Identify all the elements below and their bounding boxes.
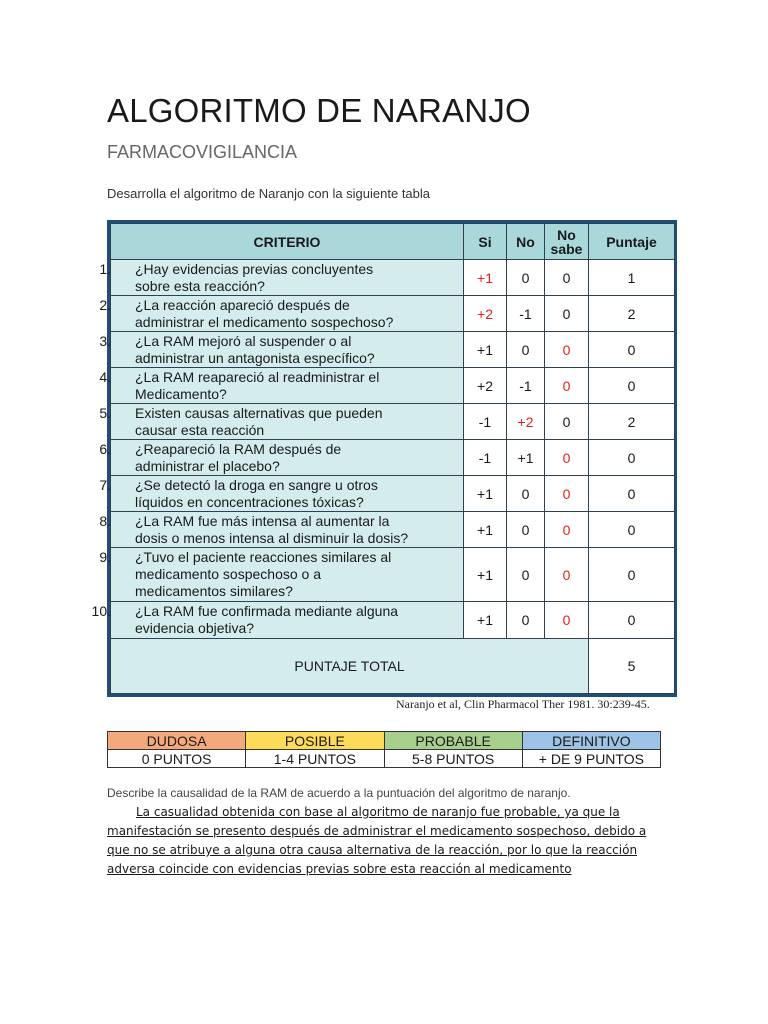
scale-definitivo: DEFINITIVO bbox=[522, 732, 660, 750]
scale-points: + DE 9 PUNTOS bbox=[522, 750, 660, 768]
criterion-number: 7. bbox=[99, 476, 111, 493]
criterion-line: sobre esta reacción? bbox=[135, 277, 265, 294]
nosabe-value: 0 bbox=[545, 296, 589, 332]
si-value: +1 bbox=[464, 332, 507, 368]
answer-line: adversa coincide con evidencias previas sobre esta reacción al medicamento bbox=[107, 862, 572, 876]
no-value: 0 bbox=[507, 512, 545, 548]
criterion-cell bbox=[99, 368, 464, 404]
puntaje-value: 0 bbox=[589, 548, 675, 602]
total-score: 5 bbox=[589, 639, 675, 694]
scale-dudosa: DUDOSA bbox=[108, 732, 246, 750]
si-value: +1 bbox=[464, 512, 507, 548]
no-value: 0 bbox=[507, 332, 545, 368]
causality-scale-table bbox=[107, 731, 661, 768]
criterion-cell bbox=[91, 602, 464, 639]
criterion-line: medicamentos similares? bbox=[135, 583, 293, 599]
criterion-cell bbox=[99, 332, 464, 368]
header-criterio: CRITERIO bbox=[111, 224, 464, 260]
criterion-number: 10. bbox=[91, 603, 111, 619]
answer-text bbox=[107, 803, 667, 879]
puntaje-value: 0 bbox=[589, 476, 675, 512]
table-row bbox=[111, 476, 675, 512]
nosabe-value: 0 bbox=[545, 602, 589, 639]
criterion-cell bbox=[99, 512, 464, 548]
no-value: 0 bbox=[507, 602, 545, 639]
si-value: +2 bbox=[464, 368, 507, 404]
scale-posible: POSIBLE bbox=[246, 732, 384, 750]
no-value: 0 bbox=[507, 548, 545, 602]
total-row bbox=[111, 639, 675, 694]
nosabe-value: 0 bbox=[545, 332, 589, 368]
criterion-line: ¿Hay evidencias previas concluyentes bbox=[135, 260, 374, 277]
puntaje-value: 1 bbox=[589, 260, 675, 296]
puntaje-value: 0 bbox=[589, 602, 675, 639]
nosabe-value: 0 bbox=[545, 404, 589, 440]
header-no: No bbox=[507, 224, 545, 260]
table-row bbox=[111, 260, 675, 296]
criterion-line: Existen causas alternativas que pueden bbox=[135, 404, 383, 421]
header-no-sabe-line1: No bbox=[557, 226, 576, 243]
criterion-number: 4. bbox=[99, 368, 111, 385]
no-value: -1 bbox=[507, 296, 545, 332]
table-row bbox=[111, 368, 675, 404]
criterion-line: ¿La RAM mejoró al suspender o al bbox=[135, 332, 352, 349]
puntaje-value: 0 bbox=[589, 332, 675, 368]
header-si: Si bbox=[464, 224, 507, 260]
criterion-line: dosis o menos intensa al disminuir la dosis? bbox=[135, 529, 409, 546]
criterion-line: ¿Se detectó la droga en sangre u otros bbox=[135, 476, 378, 493]
citation: Naranjo et al, Clin Pharmacol Ther 1981. 30:239-45. bbox=[396, 697, 650, 711]
naranjo-table-frame bbox=[91, 220, 677, 697]
no-value: +1 bbox=[507, 440, 545, 476]
criterion-cell bbox=[99, 404, 464, 440]
page-subtitle: FARMACOVIGILANCIA bbox=[107, 142, 298, 162]
instruction-text: Desarrolla el algoritmo de Naranjo con la siguiente tabla bbox=[107, 186, 431, 201]
criterion-line: causar esta reacción bbox=[135, 421, 265, 438]
table-row bbox=[111, 548, 675, 602]
criterion-number: 5. bbox=[99, 404, 111, 421]
table-row bbox=[111, 602, 675, 639]
criterion-number: 3. bbox=[99, 332, 111, 349]
criterion-line: líquidos en concentraciones tóxicas? bbox=[135, 493, 364, 510]
no-value: 0 bbox=[507, 476, 545, 512]
si-value: -1 bbox=[464, 440, 507, 476]
criterion-cell bbox=[99, 548, 464, 602]
puntaje-value: 2 bbox=[589, 404, 675, 440]
criterion-cell bbox=[99, 476, 464, 512]
no-value: +2 bbox=[507, 404, 545, 440]
criterion-number: 9. bbox=[99, 549, 111, 565]
criterion-line: administrar el medicamento sospechoso? bbox=[135, 313, 394, 330]
si-value: -1 bbox=[464, 404, 507, 440]
si-value: +1 bbox=[464, 260, 507, 296]
table-row bbox=[111, 332, 675, 368]
puntaje-value: 0 bbox=[589, 440, 675, 476]
criterion-line: ¿Tuvo el paciente reacciones similares al bbox=[135, 549, 392, 565]
criterion-line: evidencia objetiva? bbox=[135, 620, 255, 636]
naranjo-table bbox=[91, 223, 675, 694]
no-value: 0 bbox=[507, 260, 545, 296]
nosabe-value: 0 bbox=[545, 440, 589, 476]
nosabe-value: 0 bbox=[545, 476, 589, 512]
criterion-line: ¿La RAM fue confirmada mediante alguna bbox=[135, 603, 399, 619]
criterion-line: administrar el placebo? bbox=[135, 457, 280, 474]
table-row bbox=[111, 296, 675, 332]
si-value: +2 bbox=[464, 296, 507, 332]
criterion-line: medicamento sospechoso o a bbox=[135, 566, 321, 582]
header-no-sabe bbox=[545, 224, 589, 260]
criterion-cell bbox=[99, 440, 464, 476]
criterion-number: 6. bbox=[99, 440, 111, 457]
scale-probable: PROBABLE bbox=[384, 732, 522, 750]
nosabe-value: 0 bbox=[545, 548, 589, 602]
scale-points-row bbox=[108, 750, 661, 768]
si-value: +1 bbox=[464, 602, 507, 639]
table-row bbox=[111, 440, 675, 476]
si-value: +1 bbox=[464, 548, 507, 602]
criterion-line: Medicamento? bbox=[135, 385, 227, 402]
page-title: ALGORITMO DE NARANJO bbox=[107, 92, 531, 129]
puntaje-value: 0 bbox=[589, 512, 675, 548]
puntaje-value: 0 bbox=[589, 368, 675, 404]
criterion-line: administrar un antagonista específico? bbox=[135, 349, 375, 366]
table-header-row bbox=[111, 224, 675, 260]
criterion-line: ¿Reapareció la RAM después de bbox=[135, 440, 342, 457]
no-value: -1 bbox=[507, 368, 545, 404]
puntaje-value: 2 bbox=[589, 296, 675, 332]
header-no-sabe-line2: sabe bbox=[550, 240, 583, 257]
header-puntaje: Puntaje bbox=[589, 224, 675, 260]
scale-points: 1-4 PUNTOS bbox=[246, 750, 384, 768]
answer-line: manifestación se presento después de administrar el medicamento sospechoso, debido a bbox=[107, 824, 647, 838]
criterion-line: ¿La RAM reapareció al readministrar el bbox=[135, 368, 380, 385]
nosabe-value: 0 bbox=[545, 368, 589, 404]
criterion-number: 2. bbox=[99, 296, 111, 313]
criterion-number: 8. bbox=[99, 512, 111, 529]
table-row bbox=[111, 404, 675, 440]
answer-line: La casualidad obtenida con base al algoritmo de naranjo fue probable, ya que la bbox=[136, 805, 620, 819]
criterion-number: 1. bbox=[99, 260, 111, 277]
table-row bbox=[111, 512, 675, 548]
criterion-cell bbox=[99, 296, 464, 332]
criterion-line: ¿La reacción apareció después de bbox=[135, 296, 350, 313]
nosabe-value: 0 bbox=[545, 512, 589, 548]
scale-points: 5-8 PUNTOS bbox=[384, 750, 522, 768]
criterion-cell bbox=[99, 260, 464, 296]
nosabe-value: 0 bbox=[545, 260, 589, 296]
criterion-line: ¿La RAM fue más intensa al aumentar la bbox=[135, 512, 390, 529]
answer-line: que no se atribuye a alguna otra causa alternativa de la reacción, por lo que la reacción bbox=[107, 843, 638, 857]
scale-category-row bbox=[108, 732, 661, 750]
scale-points: 0 PUNTOS bbox=[108, 750, 246, 768]
si-value: +1 bbox=[464, 476, 507, 512]
question-text: Describe la causalidad de la RAM de acuerdo a la puntuación del algoritmo de naranjo. bbox=[107, 786, 571, 800]
total-label: PUNTAJE TOTAL bbox=[111, 639, 589, 694]
